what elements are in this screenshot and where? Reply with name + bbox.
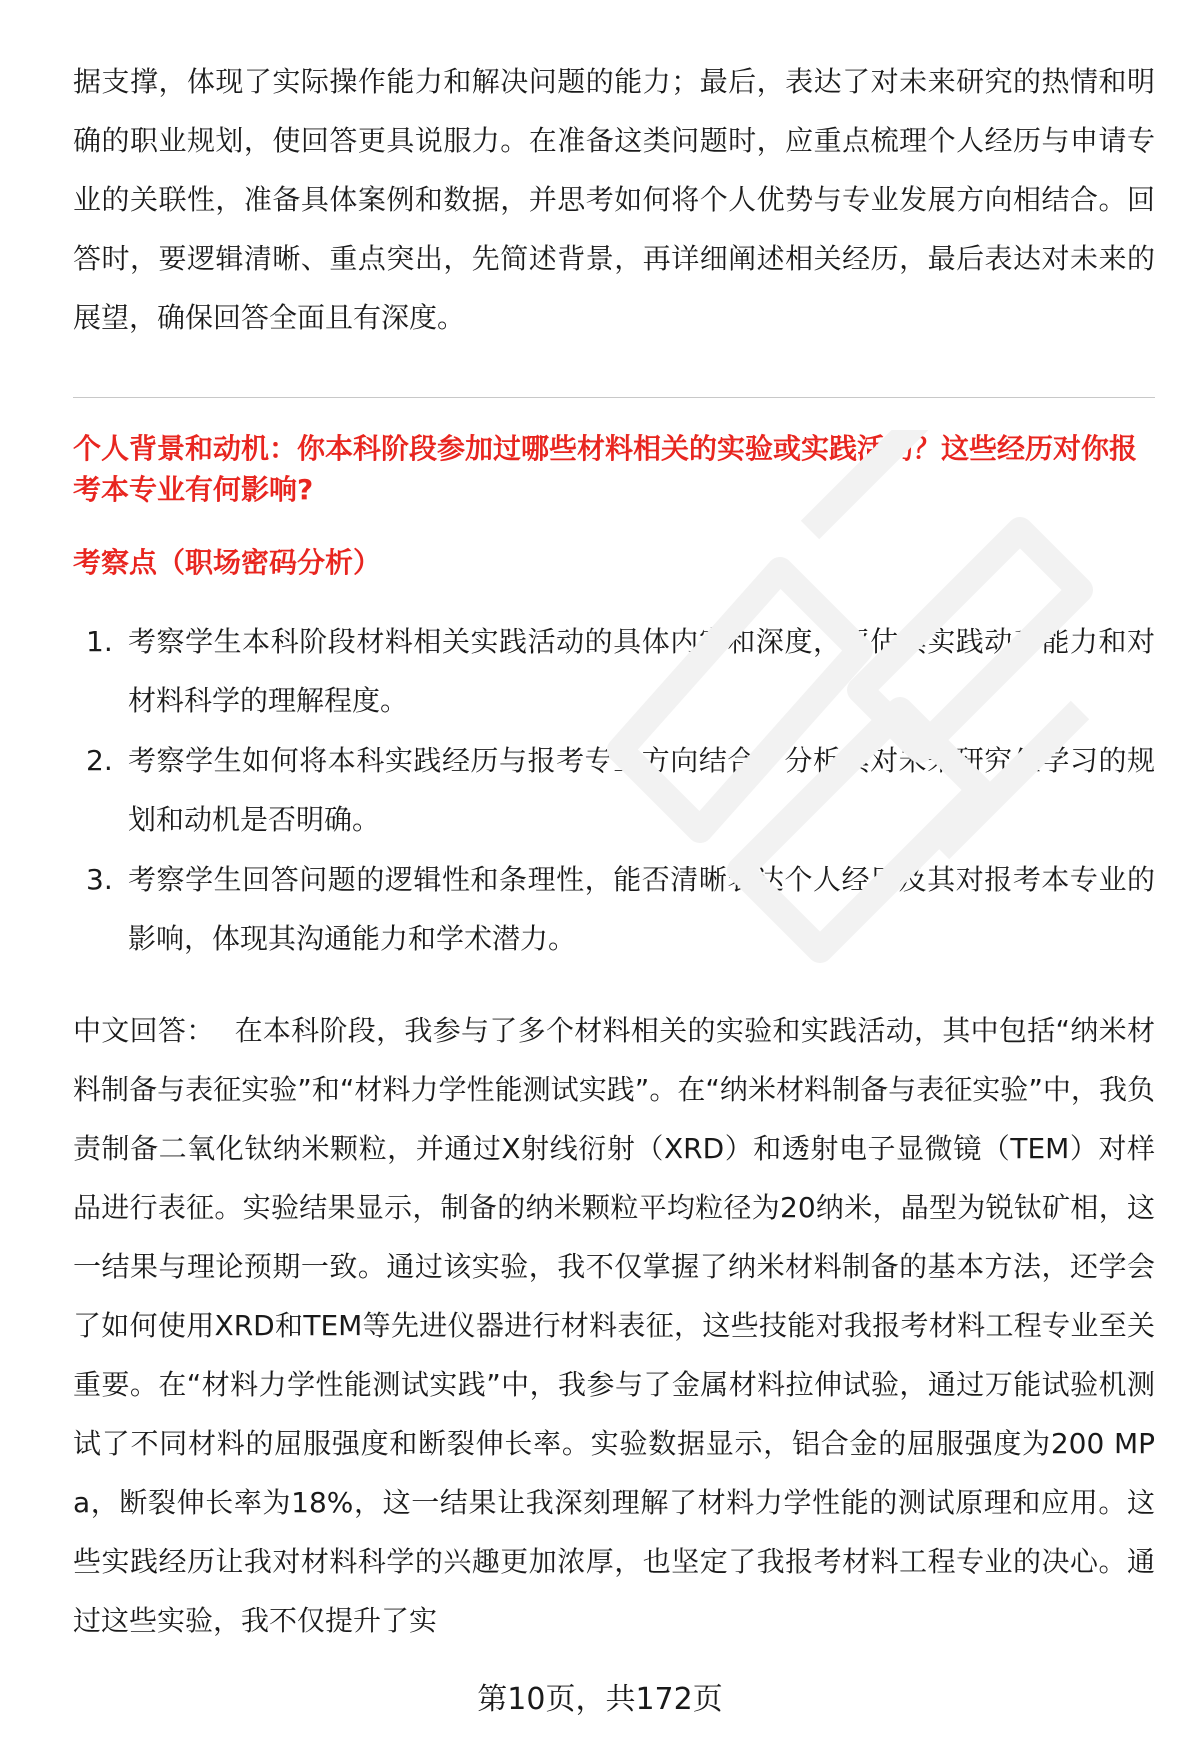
assessment-point-3 (73, 850, 1155, 968)
assessment-point-text: 考察学生回答问题的逻辑性和条理性，能否清晰表达个人经历及其对报考本专业的影响，体现其沟通能力和学术潜力。 (128, 863, 1155, 955)
section-divider (73, 397, 1155, 398)
document-page (73, 0, 1155, 1755)
assessment-point-number: 2. (86, 744, 113, 777)
question-heading: 个人背景和动机：你本科阶段参加过哪些材料相关的实验或实践活动？这些经历对你报考本专业有何影响? (73, 432, 1138, 506)
answer-text: 在本科阶段，我参与了多个材料相关的实验和实践活动，其中包括“纳米材料制备与表征实验”和“材料力学性能测试实践”。在“纳米材料制备与表征实验”中，我负责制备二氧化钛纳米颗粒，并通过X射线衍射（XRD）和透射电子显微镜（TEM）对样品进行表征。实验结果显示，制备的纳米颗粒平均粒径为20纳米，晶型为锐钛矿相，这一结果与理论预期一致。通过该实验，我不仅掌握了纳米材料制备的基本方法，还学会了如何使用XRD和TEM等先进仪器进行材料表征，这些技能对我报考材料工程专业至关重要。在“材料力学性能测试实践”中，我参与了金属材料拉伸试验，通过万能试验机测试了不同材料的屈服强度和断裂伸长率。实验数据显示，铝合金的屈服强度为200 MPa，断裂伸长率为18%，这一结果让我深刻理解了材料力学性能的测试原理和应用。这些实践经历让我对材料科学的兴趣更加浓厚，也坚定了我报考材料工程专业的决心。通过这些实验，我不仅提升了实 (73, 1014, 1155, 1637)
assessment-points-list (73, 612, 1155, 969)
assessment-point-2 (73, 731, 1155, 849)
assessment-point-text: 考察学生本科阶段材料相关实践活动的具体内容和深度，评估其实践动手能力和对材料科学的理解程度。 (128, 625, 1155, 717)
answer-paragraph (73, 1001, 1155, 1650)
assessment-point-number: 1. (86, 625, 113, 658)
assessment-point-number: 3. (86, 863, 113, 896)
assessment-point-text: 考察学生如何将本科实践经历与报考专业方向结合，分析其对未来研究生学习的规划和动机是否明确。 (128, 744, 1155, 836)
answer-label: 中文回答： (73, 1014, 215, 1047)
intro-paragraph: 据支撑，体现了实际操作能力和解决问题的能力；最后，表达了对未来研究的热情和明确的职业规划，使回答更具说服力。在准备这类问题时，应重点梳理个人经历与申请专业的关联性，准备具体案例和数据，并思考如何将个人优势与专业发展方向相结合。回答时，要逻辑清晰、重点突出，先简述背景，再详细阐述相关经历，最后表达对未来的展望，确保回答全面且有深度。 (73, 65, 1155, 334)
assessment-point-1 (73, 612, 1155, 730)
assessment-heading: 考察点（职场密码分析） (73, 546, 382, 579)
page-footer: 第10页，共172页 (477, 1682, 723, 1717)
